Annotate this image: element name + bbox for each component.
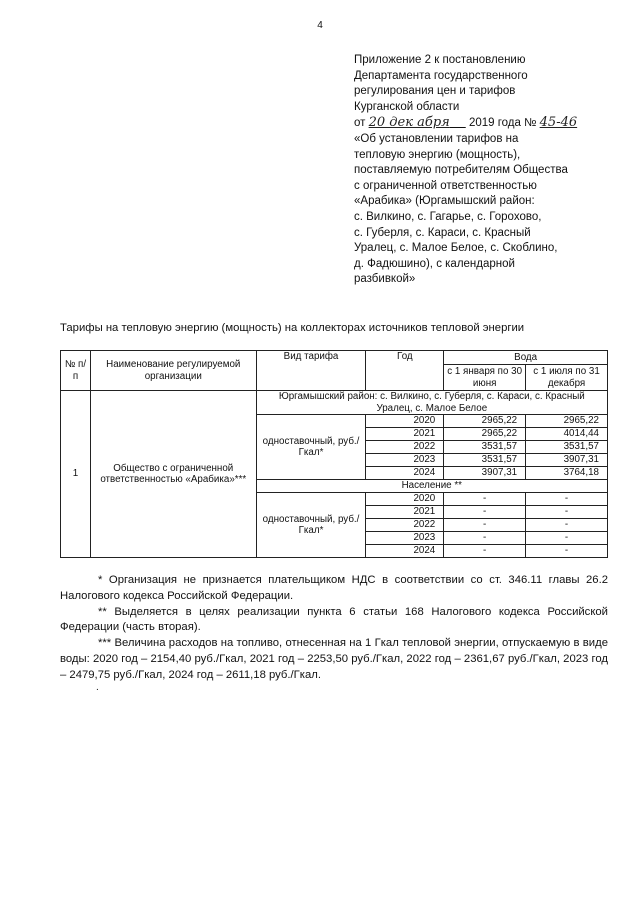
header-year: Год: [366, 351, 444, 391]
header-tariff-type: Вид тарифа: [256, 351, 366, 391]
value-cell: 2965,22: [444, 428, 526, 441]
header-water: Вода: [444, 351, 608, 365]
value-cell: -: [444, 506, 526, 519]
appendix-header: [354, 53, 616, 288]
year-cell: 2021: [366, 428, 444, 441]
value-cell: -: [444, 545, 526, 558]
trailing-mark: .: [96, 682, 99, 693]
value-cell: -: [526, 545, 608, 558]
tariff-table: [60, 350, 608, 558]
section-1-title: Юргамышский район: с. Вилкино, с. Губерля, с. Караси, с. Красный Уралец, с. Малое Белое: [256, 391, 607, 415]
year-cell: 2020: [366, 493, 444, 506]
value-cell: 3531,57: [526, 441, 608, 454]
value-cell: 3907,31: [526, 454, 608, 467]
section-2-title: Население **: [256, 480, 607, 493]
header-row: [61, 351, 608, 365]
header-period-2: с 1 июля по 31 декабря: [526, 365, 608, 391]
handwritten-date: 20 дек абря: [368, 115, 450, 131]
value-cell: 3531,57: [444, 454, 526, 467]
appendix-line-2: Департамента государственного: [354, 69, 528, 82]
value-cell: -: [444, 532, 526, 545]
value-cell: -: [444, 493, 526, 506]
appendix-title-line: «Об установлении тарифов на: [354, 132, 519, 145]
year-cell: 2022: [366, 519, 444, 532]
value-cell: 3907,31: [444, 467, 526, 480]
value-cell: 4014,44: [526, 428, 608, 441]
organization-cell: Общество с ограниченной ответственностью «Арабика»***: [90, 391, 256, 558]
appendix-line-1: Приложение 2 к постановлению: [354, 54, 526, 66]
appendix-title-line: Уралец, с. Малое Белое, с. Скоблино,: [354, 242, 558, 255]
appendix-date-line: [354, 115, 616, 132]
footnote-fuel-costs: *** Величина расходов на топливо, отнесенная на 1 Гкал тепловой энергии, отпускаемую в виде воды: 2020 год – 2154,40 руб./Гкал, 2021 год – 2253,50 руб./Гкал, 2022 год – 2361,67 руб./Гкал, 2023 год – 2479,75 руб./Гкал, 2024 год – 2611,18 руб./Гкал.: [60, 637, 608, 681]
appendix-title-line: поставляемую потребителям Общества: [354, 164, 568, 177]
handwritten-number: 45-46: [539, 115, 578, 131]
appendix-title-line: с. Вилкино, с. Гагарье, с. Горохово,: [354, 210, 542, 223]
appendix-title-line: тепловую энергию (мощность),: [354, 148, 521, 161]
year-cell: 2023: [366, 532, 444, 545]
value-cell: -: [526, 493, 608, 506]
value-cell: -: [526, 532, 608, 545]
page-number: 4: [317, 20, 323, 31]
table-title: Тарифы на тепловую энергию (мощность) на коллекторах источников тепловой энергии: [60, 322, 525, 334]
appendix-line-3: регулирования цен и тарифов: [354, 85, 516, 98]
value-cell: -: [444, 519, 526, 532]
appendix-title-line: разбивкой»: [354, 273, 416, 286]
header-period-1: с 1 января по 30 июня: [444, 365, 526, 391]
year-cell: 2020: [366, 415, 444, 428]
section-2-tariff-type: одноставочный, руб./Гкал*: [256, 493, 366, 558]
year-cell: 2024: [366, 545, 444, 558]
value-cell: -: [526, 519, 608, 532]
value-cell: 3531,57: [444, 441, 526, 454]
year-cell: 2021: [366, 506, 444, 519]
value-cell: 2965,22: [444, 415, 526, 428]
year-cell: 2022: [366, 441, 444, 454]
appendix-title-line: «Арабика» (Юргамышский район:: [354, 195, 535, 208]
appendix-line-4: Курганской области: [354, 100, 460, 113]
header-no: № п/п: [61, 351, 91, 391]
section-1-tariff-type: одноставочный, руб./Гкал*: [256, 415, 366, 480]
date-suffix: 2019 года №: [468, 117, 537, 130]
header-organization: Наименование регулируемой организации: [90, 351, 256, 391]
value-cell: 3764,18: [526, 467, 608, 480]
value-cell: 2965,22: [526, 415, 608, 428]
year-cell: 2024: [366, 467, 444, 480]
section-title-row: [61, 391, 608, 415]
year-cell: 2023: [366, 454, 444, 467]
footnotes: [60, 573, 608, 684]
appendix-title-line: д. Фадюшино), с календарной: [354, 257, 515, 270]
date-prefix: от: [354, 117, 366, 130]
appendix-title-line: с ограниченной ответственностью: [354, 179, 537, 192]
row-number: 1: [61, 391, 91, 558]
footnote-population: ** Выделяется в целях реализации пункта 6 статьи 168 Налогового кодекса Российской Федерации (часть вторая).: [60, 605, 608, 634]
footnote-vat: * Организация не признается плательщиком НДС в соответствии со ст. 346.11 главы 26.2 Налогового кодекса Российской Федерации.: [60, 574, 608, 602]
appendix-title-line: с. Губерля, с. Караси, с. Красный: [354, 226, 531, 239]
value-cell: -: [526, 506, 608, 519]
